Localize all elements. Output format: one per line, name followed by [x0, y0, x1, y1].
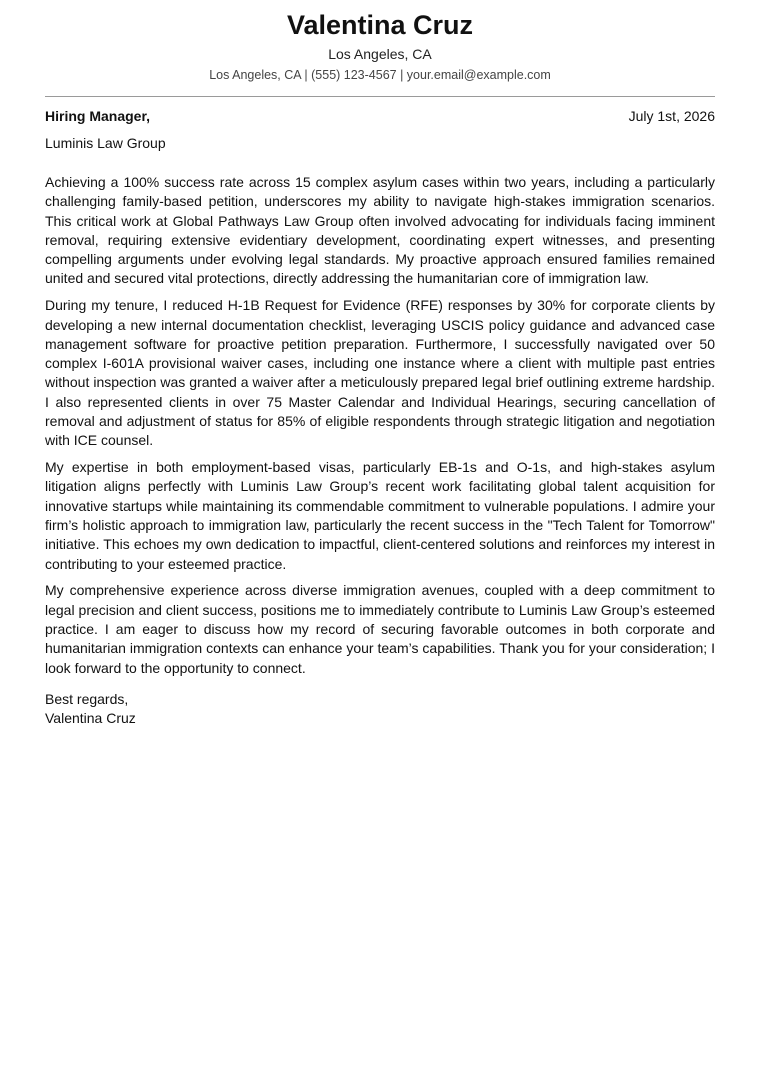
closing-phrase: Best regards,	[45, 690, 129, 707]
body-paragraph: During my tenure, I reduced H-1B Request for Evidence (RFE) responses by 30% for corporate clients by developing a new internal documentation checklist, leveraging USCIS policy guidance and advanced case management software for proactive petition preparation. Furthermore, I successfully navigated over 50 complex I-601A provisional waiver cases, including one instance where a client with multiple past entries without inspection was granted a waiver after a meticulously prepared legal brief outlining extreme hardship. I also represented clients in over 75 Master Calendar and Individual Hearings, securing cancellation of removal and adjustment of status for 85% of eligible respondents through strategic litigation and negotiation with ICE counsel.	[45, 297, 715, 449]
recipient-salutation: Hiring Manager,	[45, 108, 151, 124]
applicant-location: Los Angeles, CA	[328, 46, 432, 62]
recipient-date-row	[45, 107, 715, 126]
body-paragraph: Achieving a 100% success rate across 15 complex asylum cases within two years, including a particularly challenging family-based petition, underscores my ability to navigate high-stakes immigration scenarios. This critical work at Global Pathways Law Group often involved advocating for individuals facing imminent removal, requiring extensive evidentiary development, coordinating expert witnesses, and presenting compelling arguments under evolving legal standards. My proactive approach ensured families remained united and secured vital protections, directly addressing the humanitarian core of immigration law.	[45, 174, 715, 287]
letter-closing	[45, 690, 715, 729]
applicant-contact-line: Los Angeles, CA | (555) 123-4567 | your.email@example.com	[209, 68, 551, 82]
recipient-company: Luminis Law Group	[45, 135, 166, 151]
body-paragraph: My expertise in both employment-based visas, particularly EB-1s and O-1s, and high-stakes asylum litigation aligns perfectly with Luminis Law Group’s recent work facilitating global talent acquisition for innovative startups while maintaining its commendable commitment to vulnerable populations. I admire your firm’s holistic approach to immigration law, particularly the recent success in the "Tech Talent for Tomorrow" initiative. This echoes my own dedication to impactful, client-centered solutions and reinforces my interest in contributing to your esteemed practice.	[45, 459, 715, 572]
applicant-name: Valentina Cruz	[286, 10, 474, 40]
letter-header	[45, 8, 715, 84]
header-divider	[45, 96, 715, 97]
body-paragraph: My comprehensive experience across diverse immigration avenues, coupled with a deep commitment to legal precision and client success, positions me to immediately contribute to Luminis Law Group’s esteemed practice. I am eager to discuss how my record of securing favorable outcomes in both corporate and humanitarian immigration contexts can enhance your team’s capabilities. Thank you for your consideration; I look forward to the opportunity to connect.	[45, 582, 715, 676]
letter-body	[45, 173, 715, 678]
signature-name: Valentina Cruz	[45, 710, 136, 727]
letter-date: July 1st, 2026	[628, 108, 715, 124]
